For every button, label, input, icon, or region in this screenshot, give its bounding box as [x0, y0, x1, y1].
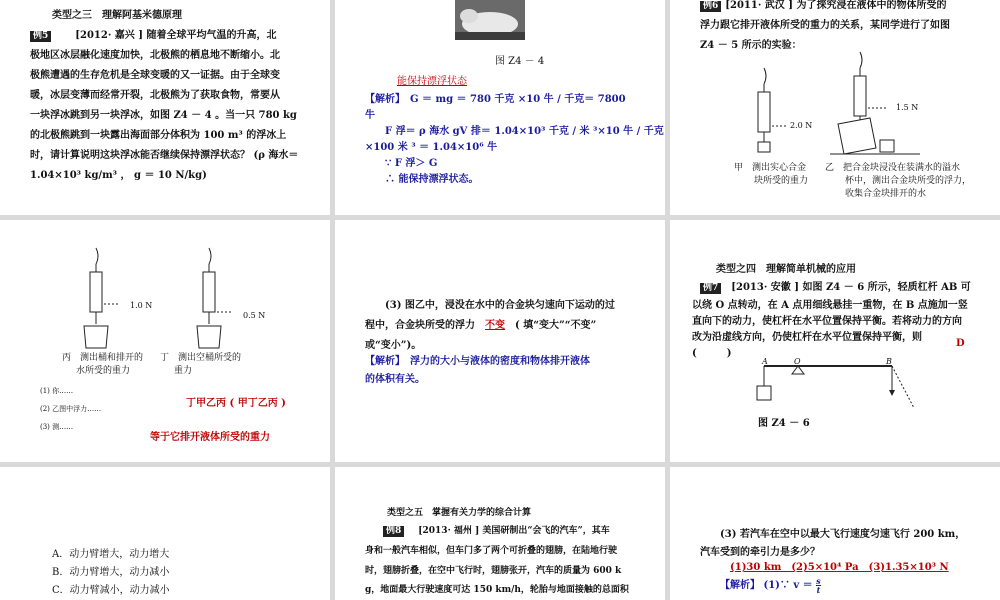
question-line: 时，翅膀折叠，在空中飞行时，翅膀张开，汽车的质量为 600 k	[365, 566, 622, 576]
blank-answer: 不变	[485, 320, 505, 331]
example-tag: 例7	[700, 283, 721, 294]
analysis-line: 【解析】 浮力的大小与液体的密度和物体排开液体	[365, 356, 590, 367]
question-line: Z4 － 5 所示的实验：	[700, 40, 802, 51]
slide-7	[0, 467, 330, 600]
section-header: 类型之三 理解阿基米德原理	[52, 10, 182, 21]
slide-2	[335, 0, 665, 215]
figure-label: 图 Z4 － 6	[758, 418, 810, 429]
question-line: 一块浮冰跳到另一块浮冰，如图 Z4 － 4 。当一只 780 kg	[30, 110, 297, 121]
answer-text: D	[956, 338, 965, 349]
analysis-line: ∵ F 浮＞ G	[385, 158, 438, 169]
question-line: 1.04×10³ kg/m³ ， g ＝ 10 N/kg)	[30, 170, 207, 181]
answer-text: 能保持漂浮状态	[397, 76, 467, 87]
tiny-text: (2) 乙图中浮力……	[40, 405, 102, 413]
question-line: 程中，合金块所受的浮力 不变 ( 填“变大”“不变”	[365, 316, 596, 336]
question-line: 或“变小”)。	[365, 340, 422, 351]
example-tag: 例6	[700, 1, 721, 12]
slide-9	[670, 467, 1000, 600]
example-tag: 例8	[383, 526, 404, 537]
question-line: (3) 若汽车在空中以最大飞行速度匀速飞行 200 km，	[720, 529, 966, 540]
question-line: 以绕 O 点转动，在 A 点用细线悬挂一重物，在 B 点施加一竖	[692, 300, 968, 311]
question-line: ( )	[692, 348, 732, 359]
point-label-a: A	[762, 357, 768, 366]
point-label-o: O	[794, 357, 801, 366]
analysis-line: F 浮＝ ρ 海水 gV 排＝ 1.04×10³ 千克 / 米 ³×10 牛 / 千克	[385, 126, 664, 137]
question-line: g，地面最大行驶速度可达 150 km/h，轮胎与地面接触的总面积	[365, 585, 629, 595]
option-c: C．动力臂减小，动力减小	[52, 585, 170, 596]
analysis-line: ×100 米 ³ ＝ 1.04×10⁶ 牛	[365, 142, 498, 153]
analysis-line: 的体积有关。	[365, 374, 425, 385]
question-line: 浮力跟它排开液体所受的重力的关系，某同学进行了如图	[700, 20, 950, 31]
question-line: 直向下的动力，使杠杆在水平位置保持平衡。若将动力的方向	[692, 316, 962, 327]
question-line: (3) 图乙中，浸没在水中的合金块匀速向下运动的过	[385, 300, 615, 311]
slide-3	[670, 0, 1000, 215]
answer-text: 等于它排开液体所受的重力	[150, 432, 270, 443]
question-line: 例6 [2011· 武汉 ] 为了探究浸在液体中的物体所受的	[700, 0, 947, 16]
scale-reading: 2.0 N	[790, 121, 813, 130]
question-line: 极熊遭遇的生存危机是全球变暖的又一证据。由于全球变	[30, 70, 280, 81]
analysis-line: ∴ 能保持漂浮状态。	[385, 174, 479, 185]
slide-5	[335, 220, 665, 462]
caption-bing: 丙 测出桶和排开的 水所受的重力	[62, 353, 144, 376]
question-line: 例8 [2013· 福州 ] 美国研制出“会飞的汽车”，其车	[383, 521, 610, 541]
scale-reading: 1.5 N	[896, 103, 919, 112]
question-line: 例5 [2012· 嘉兴 ] 随着全球平均气温的升高，北	[30, 26, 277, 46]
tiny-text: (3) 测……	[40, 423, 74, 431]
lever-diagram	[750, 354, 920, 418]
question-line: 身和一般汽车相似，但车门多了两个可折叠的翅膀，在陆地行驶	[365, 546, 618, 556]
analysis-line: 【解析】 G ＝ mg ＝ 780 千克 ×10 牛 / 千克＝ 7800	[365, 94, 626, 105]
question-line: 时，请计算说明这块浮冰能否继续保持漂浮状态？ (ρ 海水＝	[30, 150, 299, 161]
analysis-line: 牛	[365, 110, 375, 121]
question-line: 极地区冰层融化速度加快，北极熊的栖息地不断缩小。北	[30, 50, 280, 61]
option-a: A．动力臂增大，动力增大	[52, 549, 170, 560]
slide-4	[0, 220, 330, 462]
question-line: 暖，冰层变薄而经常开裂，北极熊为了获取食物，常要从	[30, 90, 280, 101]
example-tag: 例5	[30, 31, 51, 42]
answer-text: (1)30 km (2)5×10⁴ Pa (3)1.35×10³ N	[730, 562, 949, 573]
scale-reading: 1.0 N	[130, 301, 153, 310]
slide-8	[335, 467, 665, 600]
section-header: 类型之五 掌握有关力学的综合计算	[387, 508, 532, 518]
section-header: 类型之四 理解简单机械的应用	[716, 264, 856, 275]
question-line: 的北极熊跳到一块露出海面部分体积为 100 m³ 的浮冰上	[30, 130, 287, 141]
answer-text: 丁甲乙丙 ( 甲丁乙丙 )	[186, 398, 286, 409]
figure-label: 图 Z4 － 4	[495, 56, 545, 67]
caption-yi: 乙 把合金块浸没在装满水的溢水 杯中，测出合金块所受的浮力， 收集合金块排开的水	[825, 163, 972, 199]
spring-scale-ding	[195, 244, 255, 359]
slide-1	[0, 0, 330, 215]
question-line: 汽车受到的牵引力是多少？	[700, 547, 820, 558]
tiny-text: (1) 你……	[40, 387, 74, 395]
question-line: 例7 [2013· 安徽 ] 如图 Z4 － 6 所示，轻质杠杆 AB 可	[700, 278, 971, 298]
point-label-b: B	[886, 357, 892, 366]
question-line: 改为沿虚线方向，仍使杠杆在水平位置保持平衡，则	[692, 332, 922, 343]
polar-bear-photo	[455, 0, 525, 40]
caption-ding: 丁 测出空桶所受的 重力	[160, 353, 242, 376]
scale-reading: 0.5 N	[243, 311, 266, 320]
option-b: B．动力臂增大，动力减小	[52, 567, 170, 578]
caption-jia: 甲 测出实心合金 块所受的重力	[734, 163, 809, 186]
analysis-line: 【解析】 (1)∵ v ＝ $\frac{s}{t}$	[720, 576, 821, 595]
slide-6	[670, 220, 1000, 462]
